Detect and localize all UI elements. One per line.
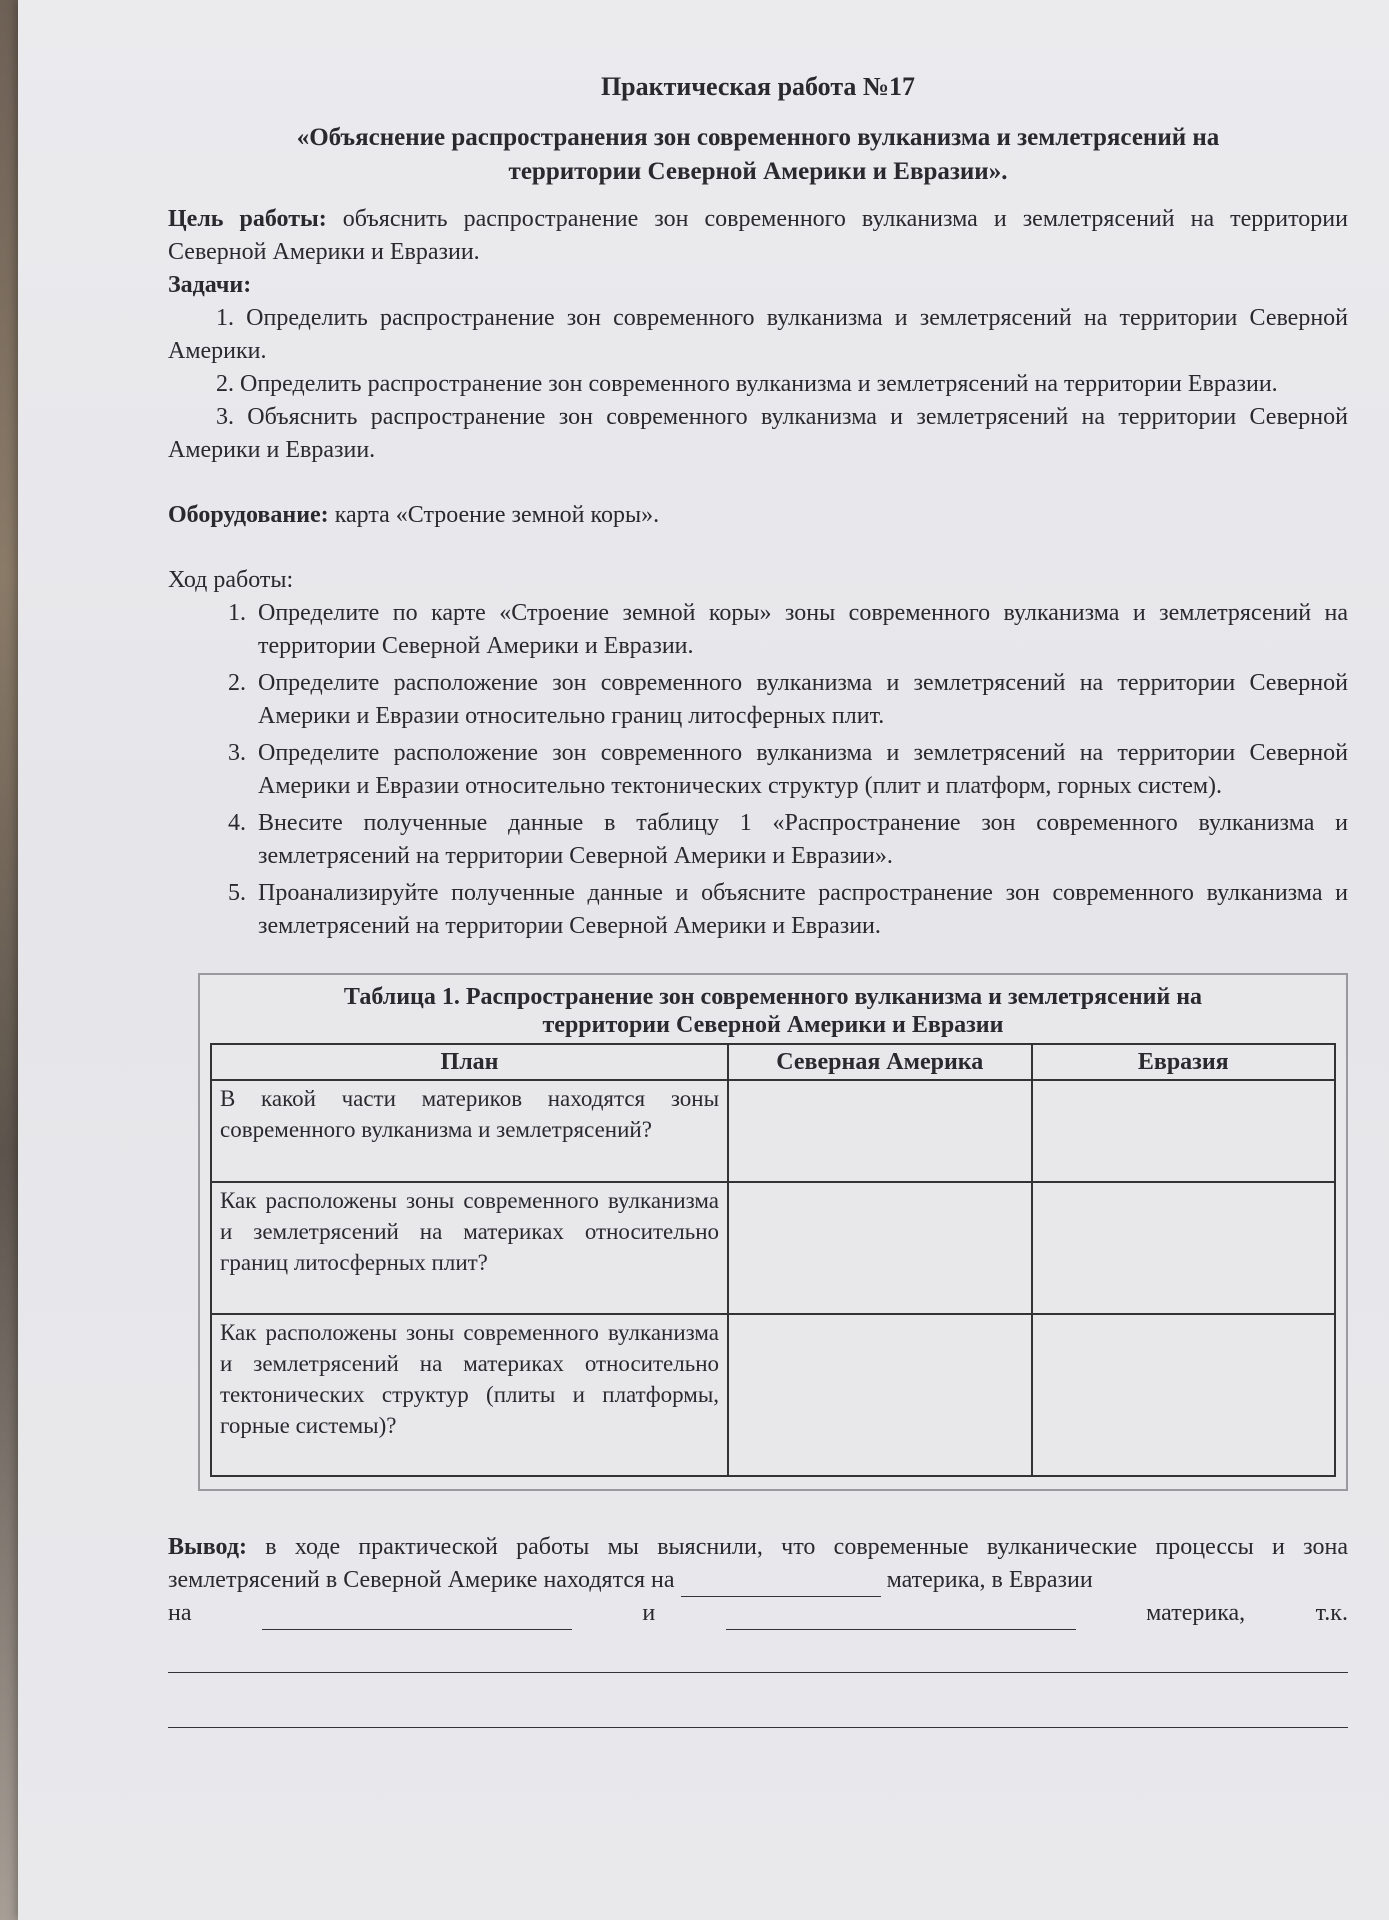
north-america-answer-cell[interactable]: [728, 1182, 1031, 1314]
task-item: 2. Определить распространение зон современного вулканизма и землетрясений на территории Евразии.: [216, 371, 1278, 397]
procedure-step: [228, 737, 1348, 803]
blank-line[interactable]: [168, 1632, 1348, 1673]
step-number: 4.: [228, 810, 246, 836]
worksheet-page: [18, 0, 1389, 1920]
equipment-label: Оборудование:: [168, 502, 329, 528]
eurasia-answer-cell[interactable]: [1032, 1314, 1336, 1476]
step-number: 5.: [228, 880, 246, 906]
work-subtitle: [168, 121, 1348, 189]
conclusion-text-2: материка, в Евразии: [880, 1567, 1093, 1593]
procedure-step: [228, 877, 1348, 943]
north-america-answer-cell[interactable]: [728, 1314, 1031, 1476]
table-caption-line-2: территории Северной Америки и Евразии: [542, 1012, 1004, 1038]
eurasia-answer-cell[interactable]: [1032, 1182, 1336, 1314]
blank-field[interactable]: [726, 1603, 1076, 1630]
equipment-text: карта «Строение земной коры».: [328, 502, 660, 528]
procedure-steps: [168, 597, 1348, 943]
goal-label: Цель работы:: [168, 206, 327, 232]
procedure-step: [228, 597, 1348, 663]
header-north-america: Северная Америка: [728, 1044, 1031, 1080]
tasks-label: Задачи:: [168, 272, 252, 298]
conclusion-label: Вывод:: [168, 1534, 247, 1560]
word-continent: материка,: [1146, 1600, 1246, 1626]
step-number: 2.: [228, 670, 246, 696]
table-row: [211, 1182, 1335, 1314]
goal-paragraph: [168, 203, 1348, 269]
table-caption: [210, 983, 1336, 1039]
step-number: 1.: [228, 600, 246, 626]
step-text: Определите расположение зон современного вулканизма и землетрясений на территории Северной Америки и Евразии относительно тектонических структур (плит и платформ, горных систем).: [258, 740, 1348, 799]
task-item: 3. Объяснить распространение зон современного вулканизма и землетрясений на территории Северной Америки и Евразии.: [168, 404, 1348, 463]
table-row: [211, 1314, 1335, 1476]
procedure-step: [228, 667, 1348, 733]
data-table: [210, 1043, 1336, 1477]
blank-field[interactable]: [681, 1570, 881, 1597]
word-on: на: [168, 1600, 192, 1626]
blank-line[interactable]: [168, 1687, 1348, 1728]
conclusion-paragraph: [168, 1531, 1348, 1728]
step-text: Проанализируйте полученные данные и объясните распространение зон современного вулканизма и землетрясений на территории Северной Америки и Евразии.: [258, 880, 1348, 939]
header-plan: План: [211, 1044, 728, 1080]
goal-text: объяснить распространение зон современного вулканизма и землетрясений на территории Северной Америки и Евразии.: [168, 206, 1348, 265]
eurasia-answer-cell[interactable]: [1032, 1080, 1336, 1182]
subtitle-line-2: территории Северной Америки и Евразии».: [508, 158, 1008, 185]
step-text: Определите расположение зон современного вулканизма и землетрясений на территории Северной Америки и Евразии относительно границ литосферных плит.: [258, 670, 1348, 729]
conclusion-text-1: в ходе практической работы мы выяснили, что современные вулканические процессы и зона землетрясений в Северной Америке находятся на: [168, 1534, 1348, 1593]
plan-cell: В какой части материков находятся зоны современного вулканизма и землетрясений?: [211, 1080, 728, 1182]
subtitle-line-1: «Объяснение распространения зон современного вулканизма и землетрясений на: [296, 124, 1220, 151]
plan-cell: Как расположены зоны современного вулканизма и землетрясений на материках относительно тектонических структур (плиты и платформы, горные системы)?: [211, 1314, 728, 1476]
step-text: Определите по карте «Строение земной коры» зоны современного вулканизма и землетрясений на территории Северной Америки и Евразии.: [258, 600, 1348, 659]
north-america-answer-cell[interactable]: [728, 1080, 1031, 1182]
blank-field[interactable]: [262, 1603, 572, 1630]
table-header-row: [211, 1044, 1335, 1080]
table-1-box: [198, 973, 1348, 1491]
page-title: Практическая работа №17: [600, 72, 916, 101]
procedure-step: [228, 807, 1348, 873]
table-row: [211, 1080, 1335, 1182]
table-caption-line-1: Таблица 1. Распространение зон современного вулканизма и землетрясений на: [343, 984, 1203, 1010]
word-tk: т.к.: [1315, 1600, 1348, 1626]
plan-cell: Как расположены зоны современного вулканизма и землетрясений на материках относительно границ литосферных плит?: [211, 1182, 728, 1314]
conclusion-fill-row: [168, 1597, 1348, 1630]
worksheet-content: [168, 70, 1348, 1728]
header-eurasia: Евразия: [1032, 1044, 1336, 1080]
equipment-paragraph: [168, 499, 1348, 532]
word-and: и: [642, 1600, 656, 1626]
procedure-label: Ход работы:: [168, 567, 294, 593]
step-number: 3.: [228, 740, 246, 766]
task-item: 1. Определить распространение зон современного вулканизма и землетрясений на территории Северной Америки.: [168, 305, 1348, 364]
step-text: Внесите полученные данные в таблицу 1 «Распространение зон современного вулканизма и землетрясений на территории Северной Америки и Евразии».: [258, 810, 1348, 869]
